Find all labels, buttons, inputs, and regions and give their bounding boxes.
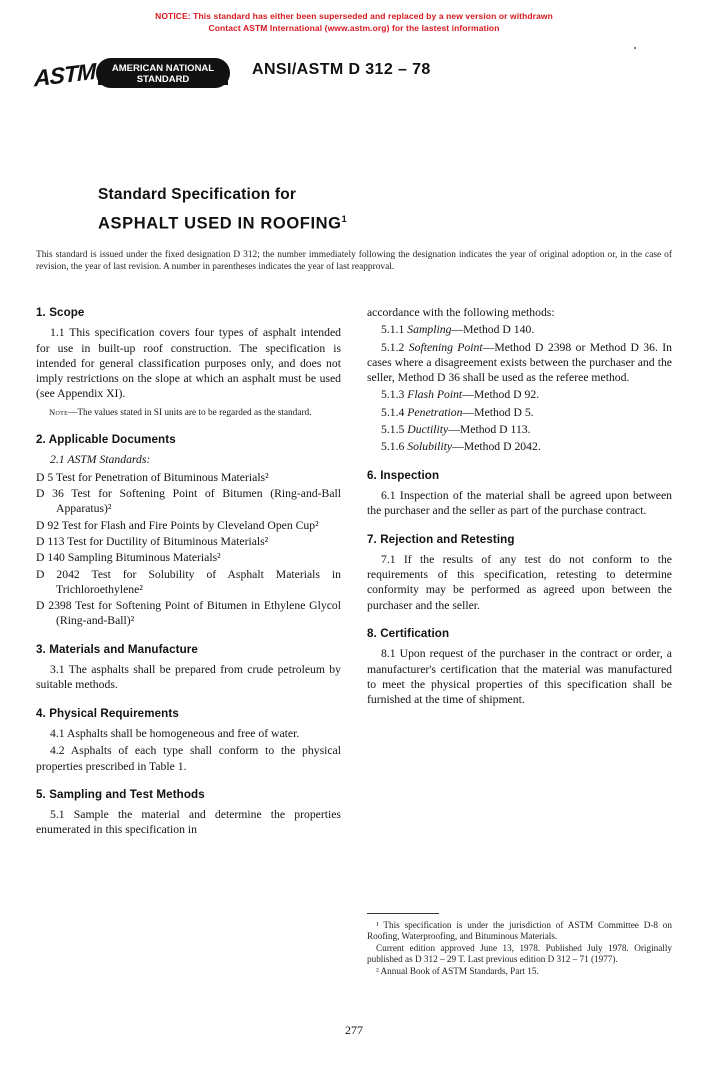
notice-line-1: NOTICE: This standard has either been superseded and replaced by a new version or withdrawn [155, 11, 553, 21]
method-number: 5.1.2 [381, 340, 405, 354]
page-title-footnote-marker: 1 [341, 214, 348, 224]
left-column [36, 305, 341, 840]
paragraph-5-1: 5.1 Sample the material and determine the properties enumerated in this specification in [36, 808, 341, 837]
method-number: 5.1.6 [381, 440, 405, 454]
paragraph-4-2: 4.2 Asphalts of each type shall conform to the physical properties prescribed in Table 1. [36, 744, 341, 773]
section-8-heading: 8. Certification [367, 627, 450, 641]
method-number: 5.1.1 [381, 323, 405, 337]
section-4-heading: 4. Physical Requirements [36, 706, 179, 720]
badge-line-1: AMERICAN NATIONAL [111, 63, 215, 74]
title-block [98, 186, 618, 234]
method-number: 5.1.4 [381, 405, 405, 419]
paragraph-7-1: 7.1 If the results of any test do not conform to the requirements of this specification, retesting to determine conformity may be performed as agreed upon between the purchaser and the seller. [367, 552, 672, 612]
preamble-text: This standard is issued under the fixed designation D 312; the number immediately following the designation indicates the year of original adoption or, in the case of revision, the year of last revision. A number in parentheses indicates the year of last reapproval. [36, 250, 672, 272]
section-3-heading: 3. Materials and Manufacture [36, 642, 198, 656]
footnote-divider [367, 913, 439, 914]
method-rest: —Method D 5. [462, 405, 534, 419]
section-6-heading: 6. Inspection [367, 468, 440, 482]
method-rest: —Method D 2042. [452, 440, 541, 454]
method-name: Flash Point [407, 388, 463, 402]
page-title-text: ASPHALT USED IN ROOFING [98, 214, 342, 233]
list-item: D 2398 Test for Softening Point of Bitumen in Ethylene Glycol (Ring-and-Ball)² [36, 599, 341, 628]
method-name: Solubility [407, 440, 453, 454]
page-number: 277 [345, 1023, 363, 1037]
paragraph-4-1: 4.1 Asphalts shall be homogeneous and free of water. [50, 726, 300, 740]
paragraph-8-1: 8.1 Upon request of the purchaser in the contract or order, a manufacturer's certification that the material was manufactured to meet the physical properties of this specification shall be furnished at the time of shipment. [367, 647, 672, 707]
method-item-5-1-5 [367, 422, 672, 437]
list-item: D 5 Test for Penetration of Bituminous Materials² [36, 470, 269, 484]
section-5-heading: 5. Sampling and Test Methods [36, 787, 205, 801]
page-title-prefix: Standard Specification for [98, 186, 297, 203]
method-number: 5.1.3 [381, 388, 405, 402]
section-2-heading: 2. Applicable Documents [36, 433, 176, 447]
method-name: Penetration [407, 405, 463, 419]
list-item: D 92 Test for Flash and Fire Points by Cleveland Open Cup² [36, 518, 319, 532]
list-item: D 113 Test for Ductility of Bituminous Materials² [36, 534, 269, 548]
page-dot-mark [634, 47, 636, 49]
withdrawal-notice [0, 10, 708, 34]
method-item-5-1-4 [367, 405, 672, 420]
method-item-5-1-1 [367, 322, 672, 337]
method-rest: —Method D 113. [448, 423, 531, 437]
section-7-heading: 7. Rejection and Retesting [367, 532, 515, 546]
method-item-5-1-6 [367, 439, 672, 454]
list-item: D 140 Sampling Bituminous Materials² [36, 551, 221, 565]
footnote-1-edition: Current edition approved June 13, 1978. Published July 1978. Originally published as D 312 – 29 T. Last previous edition D 312 – 71 (1977). [367, 943, 672, 964]
paragraph-1-1: 1.1 This specification covers four types of asphalt intended for use in built-up roof construction. The specification is intended for general classification purposes only, and does not imply restrictions on the slope at which an asphalt must be used (see Appendix XI). [36, 326, 341, 401]
method-rest: —Method D 140. [451, 323, 535, 337]
footnote-1: ¹ This specification is under the jurisdiction of ASTM Committee D-8 on Roofing, Waterproofing, and Bituminous Materials. [367, 920, 672, 941]
paragraph-2-1: 2.1 ASTM Standards: [50, 453, 151, 467]
method-name: Ductility [407, 423, 449, 437]
list-item: D 2042 Test for Solubility of Asphalt Materials in Trichloroethylene² [36, 567, 341, 596]
method-name: Sampling [407, 323, 452, 337]
masthead [34, 55, 674, 103]
paragraph-5-1-continued: accordance with the following methods: [367, 306, 555, 319]
method-number: 5.1.5 [381, 423, 405, 437]
notice-line-2: Contact ASTM International (www.astm.org) for the lastest information [208, 23, 500, 33]
paragraph-3-1: 3.1 The asphalts shall be prepared from crude petroleum by suitable methods. [36, 663, 341, 692]
note-scope [36, 407, 341, 419]
method-rest: —Method D 2398 or Method D 36. In cases where a disagreement exists between the purchaser and the seller, Method D 36 shall be used as the referee method. [367, 340, 673, 385]
method-item-5-1-2 [367, 340, 672, 386]
right-column [367, 305, 672, 710]
section-1-heading: 1. Scope [36, 306, 85, 319]
page-title [98, 214, 618, 234]
method-item-5-1-3 [367, 387, 672, 402]
note-label: Note [49, 406, 69, 417]
standard-designation: ANSI/ASTM D 312 – 78 [252, 61, 431, 78]
footnotes [367, 920, 672, 978]
footnote-2: ² Annual Book of ASTM Standards, Part 15. [376, 966, 539, 976]
paragraph-6-1: 6.1 Inspection of the material shall be agreed upon between the purchaser and the seller as part of the purchase contract. [367, 488, 672, 518]
badge-line-2: STANDARD [98, 74, 228, 85]
list-item: D 36 Test for Softening Point of Bitumen (Ring-and-Ball Apparatus)² [36, 487, 341, 516]
method-name: Softening Point [408, 340, 483, 354]
note-text: —The values stated in SI units are to be regarded as the standard. [68, 407, 312, 418]
method-rest: —Method D 92. [462, 388, 540, 402]
astm-logo: ASTM [34, 57, 96, 92]
american-national-standard-badge [96, 58, 230, 88]
